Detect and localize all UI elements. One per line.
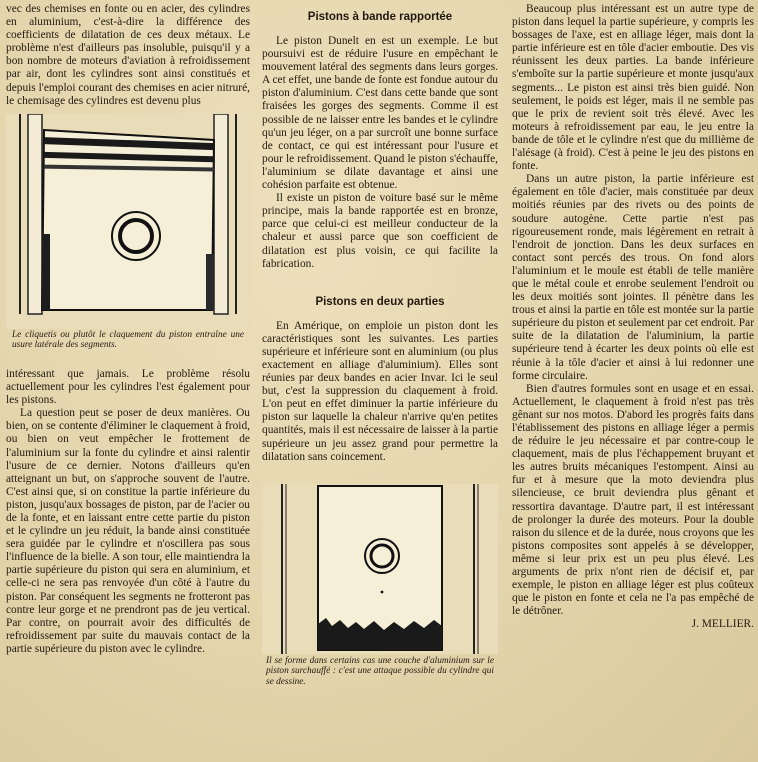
column-right — [512, 0, 754, 632]
paragraph-tole-emboutie: Beaucoup plus intéressant est un autre type de piston dans lequel la partie supérieure, y compris les bossages de l'axe, est en alliage léger, mais dont la partie inférieure est en tôle d'acier emboutie. Des vis réunissent les deux parties. La bande inférieure s'emboîte sur la partie supérieure et monte jusqu'aux segments... Le piston est ainsi très bien guidé. Non seulement, le poids est léger, mais il ne semble pas que le prix de revient soit très élevé. Avec les moteurs à refroidissement par eau, le jeu entre la bande de tôle et le cylindre n'est que du millième de l'alésage (à froid). C'est à peine le jeu des pistons en fonte. — [512, 3, 754, 173]
column-left — [6, 0, 250, 656]
paragraph-dunelt: Le piston Dunelt en est un exemple. Le but poursuivi est de réduire l'usure en empêchant le mouvement latéral des segments dans leurs gorges. A cet effet, une bande de fonte est fondue autour du piston d'aluminium. C'est dans cette bande que sont fraisées les gorges des segments. Comme il est possible de ne laisser entre les bandes et le cylindre qu'un jeu léger, on a par surcroît une bonne surface de contact, ce qui est intéressant pour l'usure et pour le refroidissement. Quand le piston s'échauffe, l'aluminium se dilate davantage et ainsi une cohésion parfaite est obtenue. — [262, 35, 498, 192]
heading-pistons-deux-parties: Pistons en deux parties — [315, 295, 445, 308]
paragraph-question: La question peut se poser de deux manières. Ou bien, on se contente d'éliminer le claquement à froid, ou bien on veut empêcher le frottement de l'aluminium sur la fonte du cylindre et ainsi ralentir l'usure de ce dernier. Notons d'ailleurs qu'en atteignant un but, on s'approche souvent de l'autre. C'est ainsi que, si on constitue la partie inférieure du piston, jusqu'aux bossages de piston, par de l'acier ou de la fonte, et en laissant entre cette partie du piston et le cylindre un jeu réduit, la bande ainsi constituée sera guidée par le cylindre et n'oscillera pas sous l'influence de la bielle. A son tour, elle maintiendra la partie supérieure du piston qui sera en aluminium, et celle-ci ne sera pas renvoyée d'un côté à l'autre du piston. Par conséquent les segments ne frotteront pas contre leur gorge et ne prendront pas de jeu vertical. Par contre, on pourrait avoir des difficultés de refroidissement par suite du mauvais contact de la partie supérieure du piston avec le cylindre. — [6, 407, 250, 655]
paragraph-continuation: intéressant que jamais. Le problème résolu actuellement pour les cylindres l'est également pour les pistons. — [6, 367, 250, 407]
paragraph-bronze: Il existe un piston de voiture basé sur le même principe, mais la bande rapportée est en bronze, parce que celui-ci est meilleur conducteur de la chaleur et aussi parce que son coefficient de dilatation est plus voisin, ce qui facilite la fabrication. — [262, 192, 498, 270]
column-middle — [262, 0, 498, 688]
author-signature: J. MELLIER. — [691, 618, 754, 631]
figure2-caption: Il se forme dans certains cas une couche d'aluminium sur le piston surchauffé : c'est une attaque possible du cylindre qui se dessine. — [266, 655, 494, 687]
figure-piston-cylinder — [6, 114, 250, 329]
paragraph-autre-piston: Dans un autre piston, la partie inférieure est également en tôle d'acier, mais constituée par deux moitiés réunies par des rivets ou des points de soudure autogène. Cette partie n'est pas rigoureusement ronde, mais légèrement en retrait à l'endroit de jonction. Dans les deux surfaces en contact sont percés des trous. On fond alors l'aluminium et le moule est établi de telle manière que le métal coule et enrobe seulement l'endroit ou les deux moitiés sont jointes. Il pénètre dans les trous et ainsi la partie en tôle est montée sur la partie supérieure du piston et seulement par cet endroit. Par suite de la dilatation de l'aluminium, la partie supérieure tend à écarter les deux points où elle est réunie à la tôle d'acier et ainsi à lui redonner une forme circulaire. — [512, 173, 754, 382]
paragraph-conclusion: Bien d'autres formules sont en usage et en essai. Actuellement, le claquement à froid n'est pas très gênant sur nos motos. D'abord les progrès faits dans l'établissement des pistons en alliage léger a permis de réduire le jeu nécessaire et par contre-coup le claquement, mais de plus l'échappement bruyant et les autres bruits mécaniques l'estompent. Ainsi au fur et à mesure que la moto deviendra plus silencieuse, ce bruit deviendra plus gênant et ressortira davantage. D'autre part, il est intéressant de prolonger la durée des moteurs. Pour la double raison du silence et de la durée, nous croyons que les pistons composites sont appelés à se développer, même si leur prix est un peu plus élevé. Les arguments de prix n'ont rien de décisif et, par exemple, le piston en alliage léger est plus coûteux que le piston en fonte et cela ne l'a pas empêché de le détrôner. — [512, 382, 754, 618]
heading-pistons-bande: Pistons à bande rapportée — [307, 11, 453, 23]
figure1-caption: Le cliquetis ou plutôt le claquement du piston entraîne une usure latérale des segments. — [12, 329, 244, 351]
paragraph-intro: vec des chemises en fonte ou en acier, des cylindres en aluminium, c'est-à-dire la différence des coefficients de dilatation de ces deux métaux. Le problème n'est d'ailleurs pas insoluble, puisqu'il y a bon nombre de moteurs d'aviation à refroidissement par air, dont les cylindres sont ainsi constitués et depuis l'emploi courant des chemises en acier nitruré, le chemisage des cylindres est devenu plus — [6, 3, 250, 107]
figure-piston-overheated — [262, 484, 498, 654]
paragraph-amerique: En Amérique, on emploie un piston dont les caractéristiques sont les suivantes. Les parties supérieure et inférieure sont en aluminium (ou plus exactement en alliage d'aluminium). Elles sont réunies par deux bandes en acier Invar. Ici le seul but, c'est la suppression du claquement à froid. L'on peut en effet diminuer la partie inférieure du piston sur laquelle la chaleur n'arrive qu'en petites quantités, mais il est nécessaire de laisser à la partie supérieure un jeu assez grand pour permettre la dilatation sans coincement. — [262, 319, 498, 463]
